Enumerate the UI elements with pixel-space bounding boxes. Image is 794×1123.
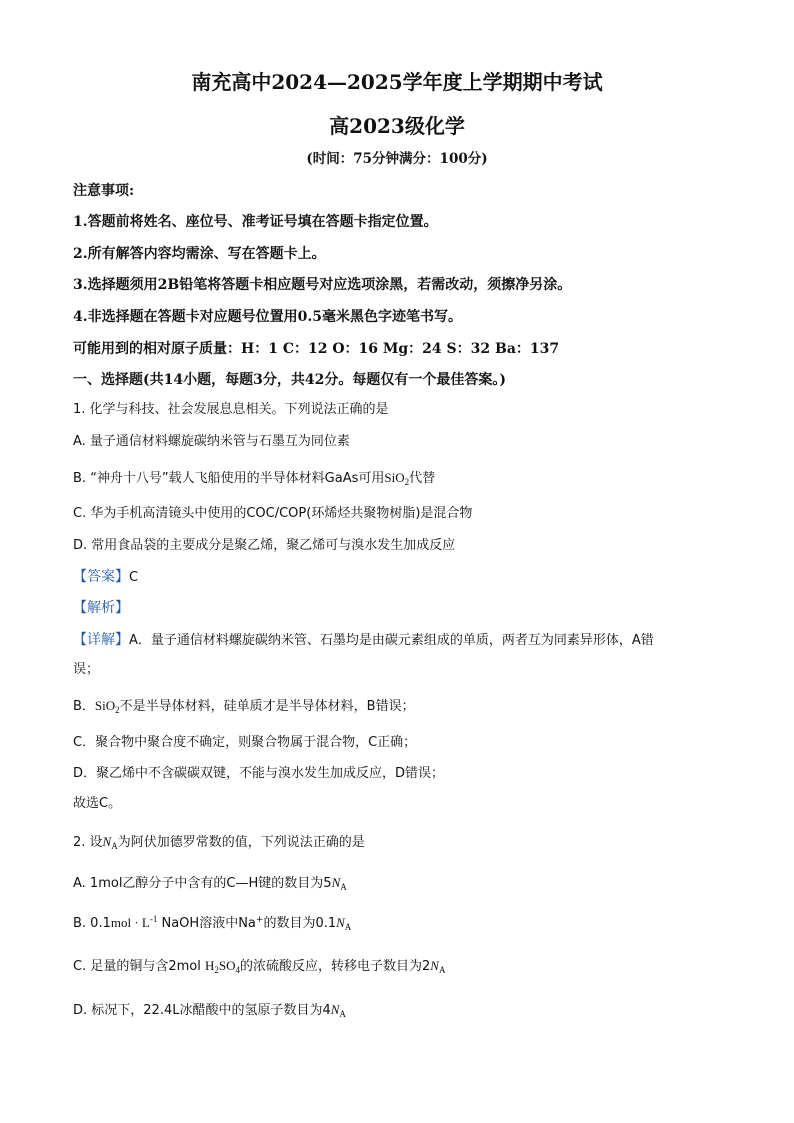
na-letter: N: [331, 875, 341, 890]
concentration-unit: [111, 915, 158, 930]
q1-detail-b: [73, 697, 415, 716]
exam-title: 南充高中2024—2025学年度上学期期中考试: [191, 70, 603, 94]
ion-charge: +: [255, 915, 264, 925]
q2-stem-prefix: 2. 设: [73, 835, 103, 850]
na-subscript: A: [111, 841, 118, 851]
q2-option-d: [73, 1001, 346, 1020]
detail-a-text: A．量子通信材料螺旋碳纳米管、石墨均是由碳元素组成的单质，两者互为同素异形体，A错: [129, 633, 654, 648]
answer-value: C: [129, 570, 139, 585]
formula-subscript: 2: [404, 477, 410, 487]
na-symbol: [332, 875, 347, 890]
na-letter: N: [102, 834, 112, 849]
formula-h: H: [204, 958, 215, 973]
q2-stem-text: 为阿伏加德罗常数的值，下列说法正确的是: [117, 835, 365, 850]
q2-option-c: [73, 957, 445, 976]
formula-subscript: 2: [115, 705, 120, 715]
q1-detail-a-cont: 误；: [73, 662, 100, 677]
formula-text: SiO: [384, 470, 405, 485]
detail-b-text: 不是半导体材料，硅单质才是半导体材料，B错误；: [119, 699, 415, 714]
q2-option-c-suffix: 的浓硫酸反应，转移电子数目为2: [240, 959, 431, 974]
q2-option-a: [73, 874, 347, 893]
q2-option-b: [73, 914, 351, 933]
na-subscript: A: [344, 922, 352, 932]
q1-option-b-suffix: 代替: [409, 471, 436, 486]
q1-option-b-text: B. “神舟十八号”载人飞船使用的半导体材料GaAs可用: [73, 471, 385, 486]
q2-stem: [73, 833, 365, 852]
h2so4-formula: [205, 958, 240, 973]
q2-option-d-text: D. 标况下，22.4L冰醋酸中的氢原子数目为4: [73, 1003, 331, 1018]
q2-option-b-suffix: 的数目为0.1: [263, 916, 337, 931]
detail-tag: 【详解】: [73, 632, 129, 648]
q2-option-b-prefix: B. 0.1: [73, 916, 111, 931]
na-letter: N: [430, 958, 439, 973]
q1-answer: [73, 568, 138, 587]
analysis-tag: 【解析】: [73, 600, 129, 616]
formula-text: SiO: [94, 698, 116, 713]
q1-option-d: D. 常用食品袋的主要成分是聚乙烯，聚乙烯可与溴水发生加成反应: [73, 538, 456, 553]
sio2-formula: [384, 470, 409, 485]
na-subscript: A: [340, 882, 347, 892]
na-letter: N: [336, 915, 345, 930]
q1-option-b: [73, 469, 435, 488]
q2-option-b-mid: NaOH溶液中Na: [157, 916, 256, 931]
atomic-masses: 可能用到的相对原子质量：H：1 C：12 O：16 Mg：24 S：32 Ba：137: [73, 341, 560, 357]
q2-option-c-prefix: C. 足量的铜与含2mol: [73, 959, 205, 974]
note-item-3: 3.选择题须用2B铅笔将答题卡相应题号对应选项涂黑，若需改动，须擦净另涂。: [73, 277, 572, 293]
formula-subscript: 4: [235, 965, 240, 975]
sio2-formula: [95, 698, 120, 713]
na-symbol: [430, 958, 445, 973]
notes-heading: 注意事项:: [73, 183, 135, 199]
q2-option-a-text: A. 1mol乙醇分子中含有的C—H键的数目为5: [73, 876, 332, 891]
unit-exponent: -1: [149, 914, 158, 924]
note-item-2: 2.所有解答内容均需涂、写在答题卡上。: [73, 246, 326, 262]
section-heading: 一、选择题(共14小题，每题3分，共42分。每题仅有一个最佳答案。): [73, 372, 506, 388]
note-item-1: 1.答题前将姓名、座位号、准考证号填在答题卡指定位置。: [73, 214, 438, 230]
q1-detail-c: C．聚合物中聚合度不确定，则聚合物属于混合物，C正确；: [73, 735, 417, 750]
formula-subscript: 2: [214, 965, 219, 975]
na-subscript: A: [339, 1009, 346, 1019]
q1-detail-d: D．聚乙烯中不含碳碳双键，不能与溴水发生加成反应，D错误；: [73, 766, 445, 781]
detail-b-prefix: B．: [73, 699, 95, 714]
formula-so: SO: [218, 958, 236, 973]
exam-subtitle: 高2023级化学: [329, 114, 465, 138]
q1-stem: 1. 化学与科技、社会发展息息相关。下列说法正确的是: [73, 402, 389, 417]
na-symbol: [103, 834, 118, 849]
q1-detail-a: [73, 631, 654, 650]
unit-text: mol · L: [110, 915, 150, 930]
na-letter: N: [330, 1002, 340, 1017]
na-subscript: A: [438, 965, 446, 975]
exam-time-info: (时间：75分钟满分：100分): [306, 151, 488, 167]
q1-conclusion: 故选C。: [73, 796, 122, 811]
note-item-4: 4.非选择题在答题卡对应题号位置用0.5毫米黑色字迹笔书写。: [73, 309, 462, 325]
na-symbol: [331, 1002, 346, 1017]
na-symbol: [336, 915, 351, 930]
answer-tag: 【答案】: [73, 569, 129, 585]
q1-option-c: C. 华为手机高清镜头中使用的COC/COP(环烯烃共聚物树脂)是混合物: [73, 506, 473, 521]
q1-option-a: A. 量子通信材料螺旋碳纳米管与石墨互为同位素: [73, 434, 350, 449]
